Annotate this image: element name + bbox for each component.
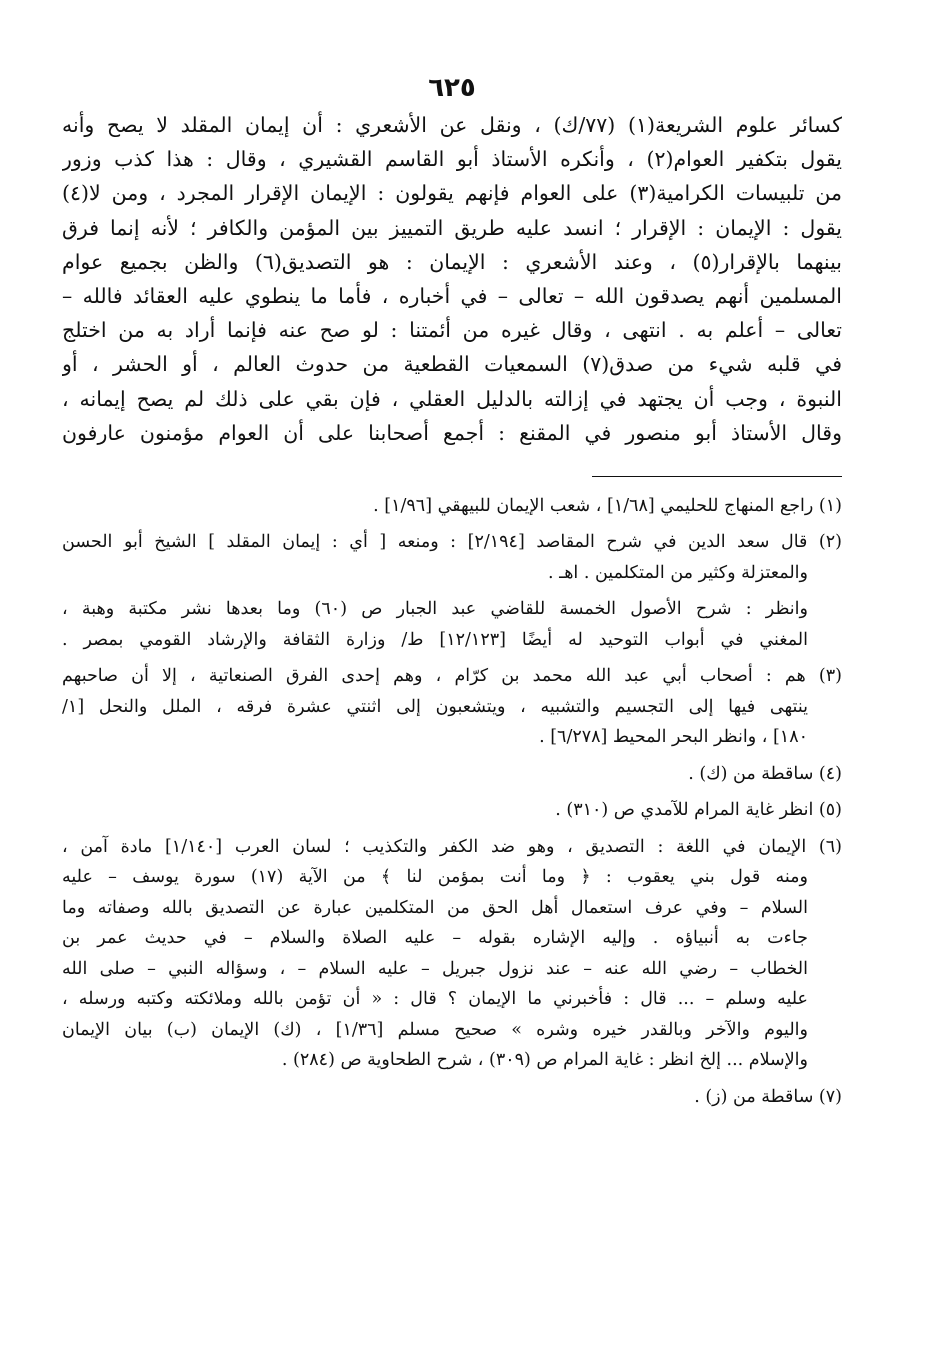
- footnote-line: ١٨٠] ، وانظر البحر المحيط [٦/٢٧٨] .: [539, 727, 808, 748]
- footnote-line: عليه وسلم – ... قال : فأخبرني ما الإيمان ؟ قال : « أن تؤمن بالله وملائكته وكتبه ورسله ،: [62, 989, 808, 1010]
- book-page: [62, 70, 842, 1112]
- main-text-line: من تلبيسات الكرامية(٣) على العوام فإنهم يقولون : الإيمان الإقرار المجرد ، ومن لا(٤): [62, 181, 842, 206]
- footnote-separator: [592, 476, 842, 477]
- footnote-line: جاءت به أنبياؤه . وإليه الإشاره بقوله – عليه الصلاة والسلام – في حديث عمر بن: [62, 928, 808, 949]
- main-text-line: المسلمين أنهم يصدقون الله – تعالى – في أخباره ، فأما ما ينطوي عليه العقائد فالله –: [62, 283, 842, 308]
- footnote-line: (٧) ساقطة من (ز) .: [694, 1086, 842, 1107]
- main-text-line: وقال الأستاذ أبو منصور في المقنع : أجمع أصحابنا على أن العوام مؤمنون عارفون: [62, 420, 842, 445]
- footnote-line: السلام – وفي عرف استعمال أهل الحق من المتكلمين عبارة عن التصديق بالله وصفاته وما: [62, 897, 808, 918]
- footnote-line: (٤) ساقطة من (ك) .: [688, 763, 842, 784]
- main-text-line: كسائر علوم الشريعة(١) (٧٧/ك) ، ونقل عن الأشعري : أن إيمان المقلد لا يصح وأنه: [62, 113, 842, 137]
- footnotes: [62, 491, 842, 1113]
- main-text-line: يقول بتكفير العوام(٢) ، وأنكره الأستاذ أبو القاسم القشيري ، وقال : هذا كذب وزور: [62, 147, 842, 172]
- footnote-line: (٢) قال سعد الدين في شرح المقاصد [٢/١٩٤] : ومنعه [ أي : إيمان المقلد ] الشيخ أبو الحسن: [62, 532, 842, 553]
- main-text-line: تعالى – أعلم به . انتهى ، وقال غيره من أئمتنا : لو صح عنه فإنما أراد به من اختلج: [62, 318, 842, 343]
- main-text-line: في قلبه شيء من صدق(٧) السمعيات القطعية من حدوث العالم ، أو الحشر ، أو: [62, 352, 842, 377]
- footnote-line: وانظر : شرح الأصول الخمسة للقاضي عبد الجبار ص (٦٠) وما بعدها نشر مكتبة وهبة ،: [62, 599, 808, 620]
- footnote-line: والإسلام ... إلخ انظر : غاية المرام ص (٣٠٩) ، شرح الطحاوية ص (٢٨٤) .: [281, 1050, 808, 1071]
- footnote-separator-wrap: [62, 450, 842, 491]
- footnote-line: الخطاب – رضي الله عنه – عند نزول جبريل – عليه السلام – ، وسؤاله النبي – صلى الله: [62, 958, 808, 979]
- footnote-line: واليوم والآخر وبالقدر خيره وشره » صحيح مسلم [١/٣٦] ، (ك) الإيمان (ب) بيان الإيمان: [62, 1019, 808, 1040]
- footnote-line: (٣) هم : أصحاب أبي عبد الله محمد بن كرّام ، وهم إحدى الفرق الصنعاتية ، إلا أن صاحبهم: [62, 666, 842, 687]
- footnote-line: ينتهى فيها إلى التجسيم والتشبيه ، ويتشعبون إلى اثنتي عشرة فرقه ، الملل والنحل [١/: [62, 696, 808, 717]
- footnote-line: ومنه قول بني يعقوب : ﴿ وما أنت بمؤمن لنا ﴾ من الآية (١٧) سورة يوسف – عليه: [62, 867, 808, 888]
- footnote-line: (٥) انظر غاية المرام للآمدي ص (٣١٠) .: [555, 800, 842, 821]
- footnote-line: (١) راجع المنهاج للحليمي [١/٦٨] ، شعب الإيمان للبيهقي [١/٩٦] .: [373, 495, 842, 516]
- main-text-line: يقول : الإيمان : الإقرار ؛ انسد عليه طريق التمييز بين المؤمن والكافر ؛ لأنه إنما فرق: [62, 215, 842, 240]
- footnote-line: المغني في أبواب التوحيد له أيضًا [١٢/١٢٣] ط/ وزارة الثقافة والإرشاد القومي بمصر .: [62, 629, 809, 650]
- footnote-line: والمعتزلة وكثير من المتكلمين . اهـ .: [547, 562, 808, 583]
- main-text: [62, 108, 842, 450]
- main-text-line: بينهما بالإقرار(٥) ، وعند الأشعري : الإيمان : هو التصديق(٦) والظن بجميع عوام: [62, 249, 842, 274]
- main-text-line: النبوة ، وجب أن يجتهد في إزالته بالدليل العقلي ، فإن بقي على ذلك لم يصح إيمانه ،: [62, 386, 842, 411]
- footnote-line: (٦) الإيمان في اللغة : التصديق ، وهو ضد الكفر والتكذيب ؛ لسان العرب [١/١٤٠] مادة آمن ،: [62, 836, 842, 857]
- page-number: ٦٢٥: [428, 73, 476, 103]
